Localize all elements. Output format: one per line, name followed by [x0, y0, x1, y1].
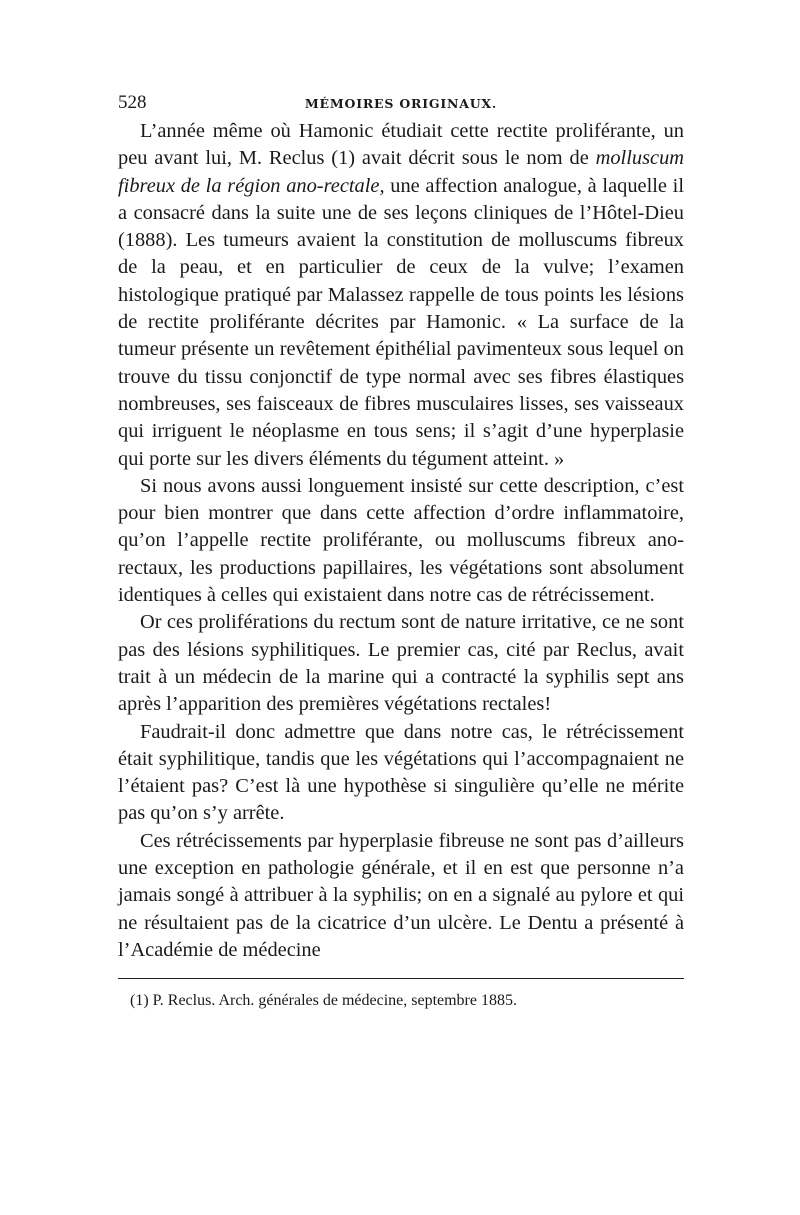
paragraph-1-italic-title: molluscum fibreux de la région ano-rectale	[118, 147, 684, 197]
paragraph-1-after: , une affection analogue, à laquelle il a consacré dans la suite une de ses leçons cliniques de l’Hôtel-Dieu (1888). Les tumeurs avaient la constitution de molluscums fibreux de la peau, et en particulier de ceux de la vulve; l’examen histologique pratiqué par Malassez rappelle de tous points les lésions de rectite proliférante décrites par Hamonic. « La surface de la tumeur présente un revêtement épithélial pavimenteux sous lequel on trouve du tissu conjonctif de type normal avec ses fibres élastiques nombreuses, ses faisceaux de fibres musculaires lisses, ses vaisseaux qui irriguent le néoplasme en tous sens; il s’agit d’une hyperplasie qui porte sur les divers éléments du tégument atteint. »	[118, 174, 684, 470]
footnote-separator	[118, 978, 684, 979]
paragraph-4: Faudrait-il donc admettre que dans notre cas, le rétrécissement était syphilitique, tandis que les végétations qui l’accompagnaient ne l’étaient pas? C’est là une hypothèse si singulière qu’elle ne mérite pas qu’on s’y arrête.	[118, 720, 684, 825]
paragraph-2: Si nous avons aussi longuement insisté sur cette description, c’est pour bien montrer que dans cette affection d’ordre inflammatoire, qu’on l’appelle rectite proliférante, ou molluscums fibreux ano-rectaux, les productions papillaires, les végétations sont absolument identiques à celles qui existaient dans notre cas de rétrécissement.	[118, 474, 684, 607]
paragraph-1-before: L’année même où Hamonic étudiait cette rectite proliférante, un peu avant lui, M. Reclus (1) avait décrit sous le nom de	[118, 120, 684, 170]
page-number: 528	[118, 92, 147, 113]
body-text	[118, 118, 684, 964]
paragraph-5: Ces rétrécissements par hyperplasie fibreuse ne sont pas d’ailleurs une exception en pathologie générale, et il en est que personne n’a jamais songé à attribuer à la syphilis; on en a signalé au pylore et qui ne résultaient pas de la cicatrice d’un ulcère. Le Dentu a présenté à l’Académie de médecine	[118, 829, 684, 961]
running-title: MÉMOIRES ORIGINAUX.	[304, 96, 498, 111]
footnote: (1) P. Reclus. Arch. générales de médecine, septembre 1885.	[130, 992, 517, 1010]
paragraph-3: Or ces proliférations du rectum sont de nature irritative, ce ne sont pas des lésions syphilitiques. Le premier cas, cité par Reclus, avait trait à un médecin de la marine qui a contracté la syphilis sept ans après l’apparition des premières végétations rectales!	[118, 611, 684, 716]
running-head	[118, 92, 684, 118]
paragraph-1	[118, 118, 684, 473]
book-page	[118, 92, 684, 1011]
